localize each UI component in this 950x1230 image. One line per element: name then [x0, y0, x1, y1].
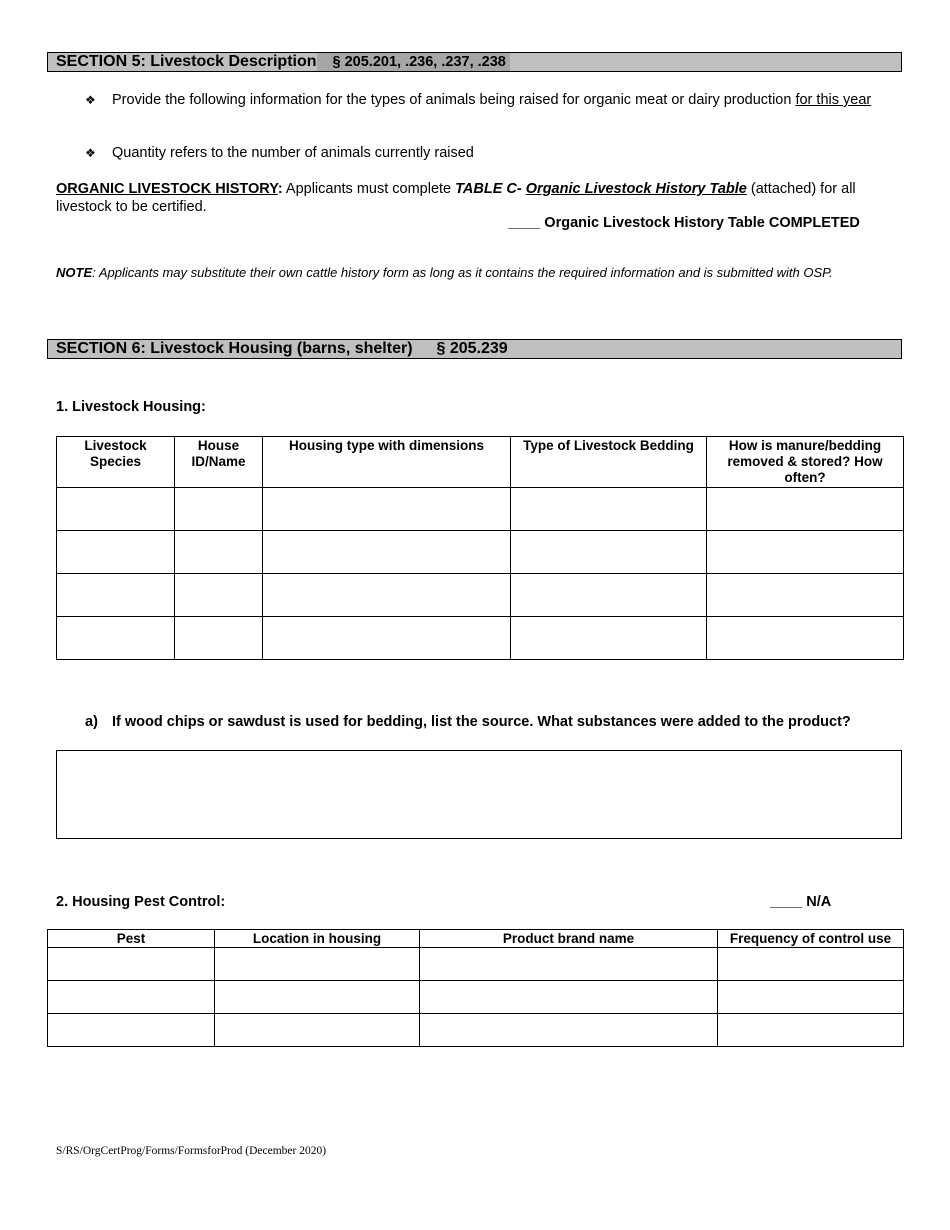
table-cell[interactable]: [511, 574, 707, 617]
organic-livestock-history: ORGANIC LIVESTOCK HISTORY: Applicants must complete TABLE C- Organic Livestock History Table (attached) for all livestock to be certified.: [56, 181, 856, 215]
table-cell[interactable]: [420, 981, 718, 1014]
footer-document-path: S/RS/OrgCertProg/Forms/FormsforProd (December 2020): [56, 1145, 327, 1157]
question-text: If wood chips or sawdust is used for bedding, list the source. What substances were added to the product?: [112, 714, 851, 730]
section-6-header: [47, 339, 902, 359]
column-header: Product brand name: [420, 930, 718, 948]
table-cell[interactable]: [707, 574, 904, 617]
column-header: Pest: [48, 930, 215, 948]
pest-control-na-check[interactable]: ____ N/A: [770, 894, 832, 910]
section-5-title: SECTION 5: Livestock Description: [56, 53, 317, 70]
completed-blank[interactable]: ____: [508, 215, 541, 231]
table-cell[interactable]: [57, 617, 175, 660]
table-cell[interactable]: [175, 488, 263, 531]
note: NOTE: Applicants may substitute their own cattle history form as long as it contains the required information and is submitted with OSP.: [56, 265, 833, 280]
table-row: [57, 531, 904, 574]
table-cell[interactable]: [175, 531, 263, 574]
table-cell[interactable]: [215, 1014, 420, 1047]
table-cell[interactable]: [707, 531, 904, 574]
diamond-bullet-icon: ❖: [85, 146, 96, 160]
table-cell[interactable]: [511, 617, 707, 660]
section-6-reference: § 205.239: [436, 340, 508, 357]
na-blank[interactable]: ____: [770, 894, 803, 910]
column-header: House ID/Name: [175, 437, 263, 488]
table-row: [48, 948, 904, 981]
section-6-title: SECTION 6: Livestock Housing (barns, shelter): [56, 340, 413, 357]
column-header: How is manure/bedding removed & stored? How often?: [707, 437, 904, 488]
column-header: Housing type with dimensions: [263, 437, 511, 488]
housing-pest-control-heading: 2. Housing Pest Control:: [56, 894, 226, 910]
table-cell[interactable]: [707, 617, 904, 660]
table-row: [48, 1014, 904, 1047]
table-cell[interactable]: [48, 948, 215, 981]
diamond-bullet-icon: ❖: [85, 93, 96, 107]
column-header: Location in housing: [215, 930, 420, 948]
table-cell[interactable]: [175, 617, 263, 660]
table-row: [57, 488, 904, 531]
table-row: [48, 981, 904, 1014]
table-cell[interactable]: [57, 531, 175, 574]
table-cell[interactable]: [420, 948, 718, 981]
table-cell[interactable]: [57, 488, 175, 531]
bedding-source-answer-box[interactable]: [56, 750, 902, 839]
column-header: Livestock Species: [57, 437, 175, 488]
table-cell[interactable]: [57, 574, 175, 617]
table-cell[interactable]: [215, 948, 420, 981]
table-cell[interactable]: [718, 948, 904, 981]
bullet-text: Provide the following information for the types of animals being raised for organic meat or dairy production for this year: [112, 92, 872, 108]
table-cell[interactable]: [420, 1014, 718, 1047]
table-header-row: [57, 437, 904, 488]
section-5-reference: § 205.201, .236, .237, .238: [317, 53, 510, 71]
column-header: Frequency of control use: [718, 930, 904, 948]
table-cell[interactable]: [48, 1014, 215, 1047]
table-header-row: [48, 930, 904, 948]
table-cell[interactable]: [263, 488, 511, 531]
table-cell[interactable]: [511, 531, 707, 574]
table-cell[interactable]: [718, 981, 904, 1014]
table-cell[interactable]: [263, 574, 511, 617]
table-cell[interactable]: [707, 488, 904, 531]
question-label: a): [85, 714, 98, 730]
table-cell[interactable]: [511, 488, 707, 531]
table-cell[interactable]: [263, 617, 511, 660]
table-row: [57, 617, 904, 660]
column-header: Type of Livestock Bedding: [511, 437, 707, 488]
table-cell[interactable]: [263, 531, 511, 574]
table-cell[interactable]: [48, 981, 215, 1014]
livestock-housing-table: [56, 436, 904, 660]
table-cell[interactable]: [718, 1014, 904, 1047]
bullet-text: Quantity refers to the number of animals currently raised: [112, 145, 474, 161]
table-cell[interactable]: [215, 981, 420, 1014]
table-row: [57, 574, 904, 617]
table-cell[interactable]: [175, 574, 263, 617]
livestock-housing-heading: 1. Livestock Housing:: [56, 399, 206, 415]
housing-pest-control-table: [47, 929, 904, 1047]
section-5-header: [47, 52, 902, 72]
history-table-completed-check[interactable]: ____ Organic Livestock History Table COMPLETED: [508, 215, 860, 231]
